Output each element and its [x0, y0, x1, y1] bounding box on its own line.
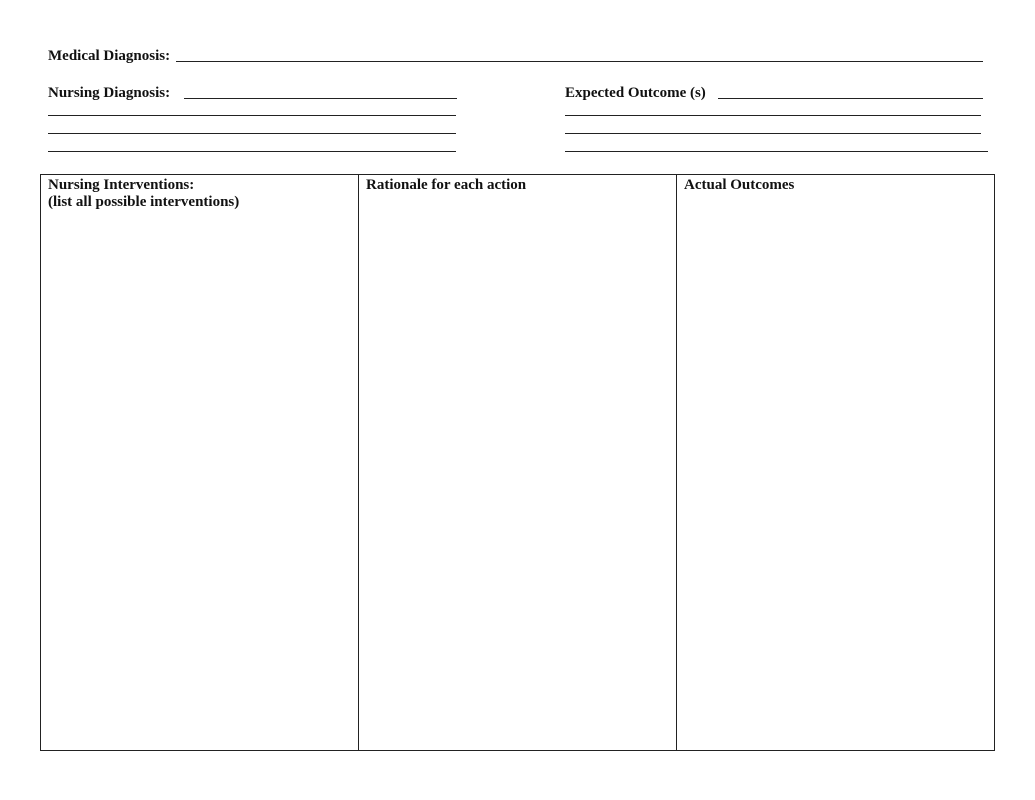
nursing-diagnosis-line-4[interactable]	[48, 151, 456, 152]
expected-outcome-line-1[interactable]	[718, 98, 983, 99]
actual-outcomes-heading: Actual Outcomes	[684, 177, 795, 193]
rationale-writing-area[interactable]	[366, 194, 669, 724]
expected-outcome-label: Expected Outcome (s)	[565, 85, 706, 101]
expected-outcome-line-2[interactable]	[565, 115, 981, 116]
nursing-interventions-writing-area[interactable]	[48, 211, 351, 741]
expected-outcome-line-4[interactable]	[565, 151, 988, 152]
nursing-diagnosis-line-3[interactable]	[48, 133, 456, 134]
nursing-interventions-subheading: (list all possible interventions)	[48, 194, 240, 210]
medical-diagnosis-label: Medical Diagnosis:	[48, 48, 171, 64]
nursing-interventions-column	[41, 175, 358, 750]
nursing-diagnosis-line-1[interactable]	[184, 98, 457, 99]
nursing-interventions-heading: Nursing Interventions:	[48, 177, 195, 193]
nursing-diagnosis-line-2[interactable]	[48, 115, 456, 116]
actual-outcomes-writing-area[interactable]	[684, 194, 987, 724]
expected-outcome-line-3[interactable]	[565, 133, 981, 134]
actual-outcomes-column	[676, 175, 994, 750]
nursing-diagnosis-label: Nursing Diagnosis:	[48, 85, 171, 101]
care-plan-table	[40, 174, 995, 751]
rationale-column	[358, 175, 676, 750]
medical-diagnosis-line[interactable]	[176, 61, 983, 62]
rationale-heading: Rationale for each action	[366, 177, 527, 193]
